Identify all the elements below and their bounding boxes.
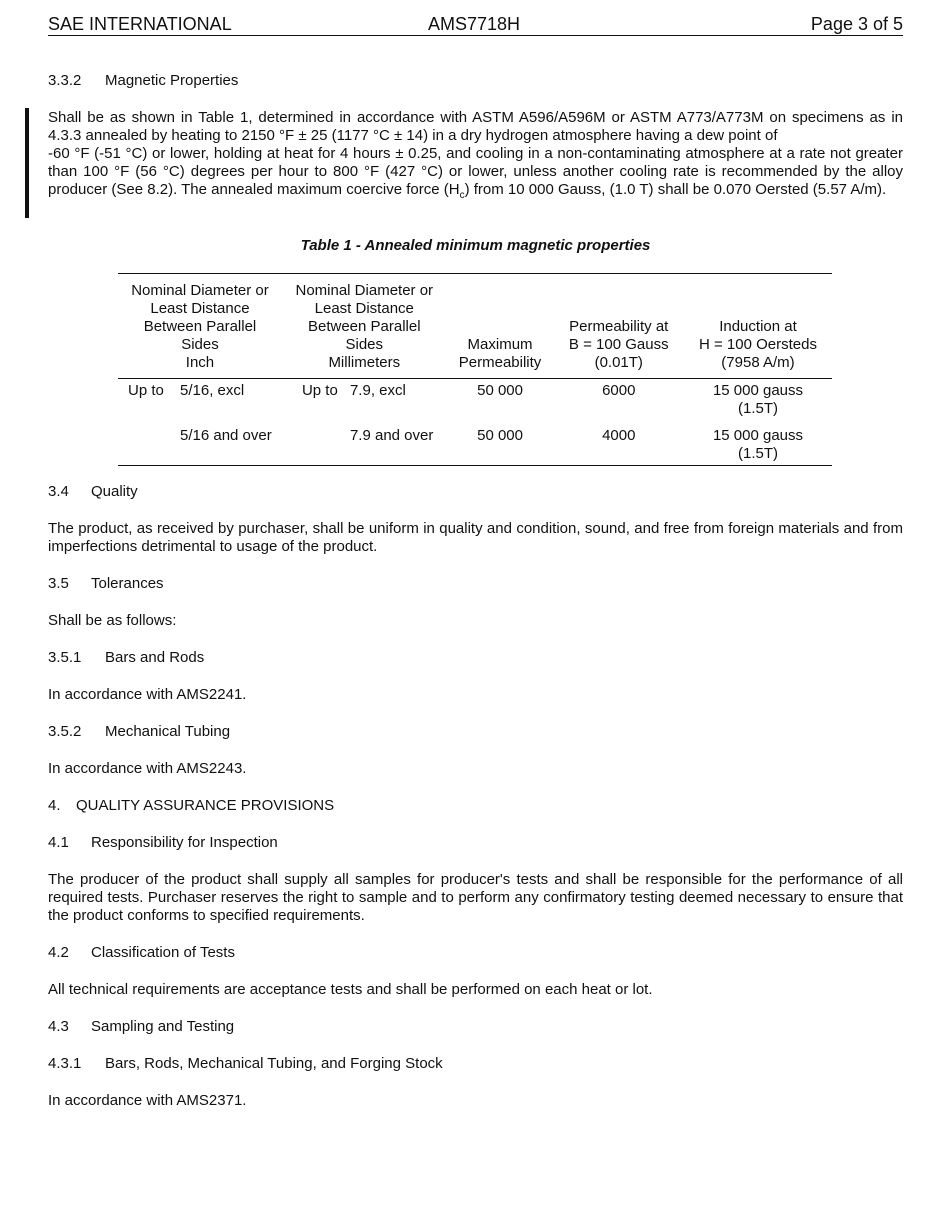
section-3-5-body: Shall be as follows: [48,612,177,629]
section-3-5-heading: 3.5 Tolerances [48,575,164,592]
cell-inch: 5/16 and over [118,424,282,466]
header-page-number: Page 3 of 5 [810,14,903,34]
section-4-heading: 4. QUALITY ASSURANCE PROVISIONS [48,797,335,814]
section-4-1-heading: 4.1 Responsibility for Inspection [48,834,278,851]
section-3-5-1-body: In accordance with AMS2241. [48,686,247,703]
section-3-3-2-heading: 3.3.2 Magnetic Properties [48,72,239,89]
col-header-induction: Induction at H = 100 Oersteds (7958 A/m) [684,274,832,379]
cell-mm: 7.9 and over [282,424,447,466]
table-1-caption: Table 1 - Annealed minimum magnetic properties [300,237,651,254]
magnetic-properties-table [118,273,832,466]
section-4-2-body: All technical requirements are acceptance tests and shall be performed on each heat or lot. [48,981,653,998]
cell-induction: 15 000 gauss (1.5T) [712,382,804,417]
col-header-permeability: Permeability at B = 100 Gauss (0.01T) [554,274,684,379]
section-3-3-2-body: Shall be as shown in Table 1, determined in accordance with ASTM A596/A596M or ASTM A773/A773M on specimens as in 4.3.3 annealed by heating to 2150 °F ± 25 (1177 °C ± 14) in a dry hydrogen atmosphere having a dew point of -60 °F (-51 °C) or lower, holding at heat for 4 hours ± 0.25, and cooling in a non-contaminating atmosphere at a rate not greater than 100 °F (56 °C) degrees per hour to 800 °F (427 °C) or lower, unless another cooling rate is recommended by the alloy producer (See 8.2). The annealed maximum coercive force $(H_c)$ from 10 000 Gauss, (1.0 T) shall be 0.070 Oersted (5.57 A/m). [48,109,903,201]
table-header-row [118,274,832,379]
section-4-1-body: The producer of the product shall supply all samples for producer's tests and shall be responsible for the performance of all required tests. Purchaser reserves the right to sample and to perform any confirmatory testing deemed necessary to ensure that the product conforms to specified requirements. [48,871,903,924]
section-4-3-1-body: In accordance with AMS2371. [48,1092,247,1109]
section-3-5-2-body: In accordance with AMS2243. [48,760,247,777]
section-4-2-heading: 4.2 Classification of Tests [48,944,235,961]
cell-permeability: 4000 [554,424,684,466]
cell-max-permeability: 50 000 [477,382,523,399]
header-organization: SAE INTERNATIONAL [48,14,232,34]
section-4-3-1-heading: 4.3.1 Bars, Rods, Mechanical Tubing, and Forging Stock [48,1055,443,1072]
header-document-number: AMS7718H [428,14,521,34]
section-4-3-heading: 4.3 Sampling and Testing [48,1018,235,1035]
cell-induction: 15 000 gauss (1.5T) [684,424,832,466]
cell-inch: Up to 5/16, excl [128,382,245,399]
page-header [48,14,903,36]
col-header-max-permeability: Maximum Permeability [447,274,554,379]
cell-mm: Up to 7.9, excl [301,382,406,399]
section-3-5-1-heading: 3.5.1 Bars and Rods [48,649,205,666]
cell-permeability: 6000 [602,382,636,399]
col-header-millimeters: Nominal Diameter or Least Distance Between Parallel Sides Millimeters [282,274,447,379]
table-row [118,424,832,466]
cell-max-permeability: 50 000 [447,424,554,466]
section-3-5-2-heading: 3.5.2 Mechanical Tubing [48,723,231,740]
section-3-4-heading: 3.4 Quality [48,483,138,500]
col-header-inch: Nominal Diameter or Least Distance Between Parallel Sides Inch [118,274,282,379]
section-3-4-body: The product, as received by purchaser, shall be uniform in quality and condition, sound, and free from foreign materials and from imperfections detrimental to usage of the product. [48,520,903,555]
table-row [118,379,832,425]
revision-change-bar [25,108,29,218]
